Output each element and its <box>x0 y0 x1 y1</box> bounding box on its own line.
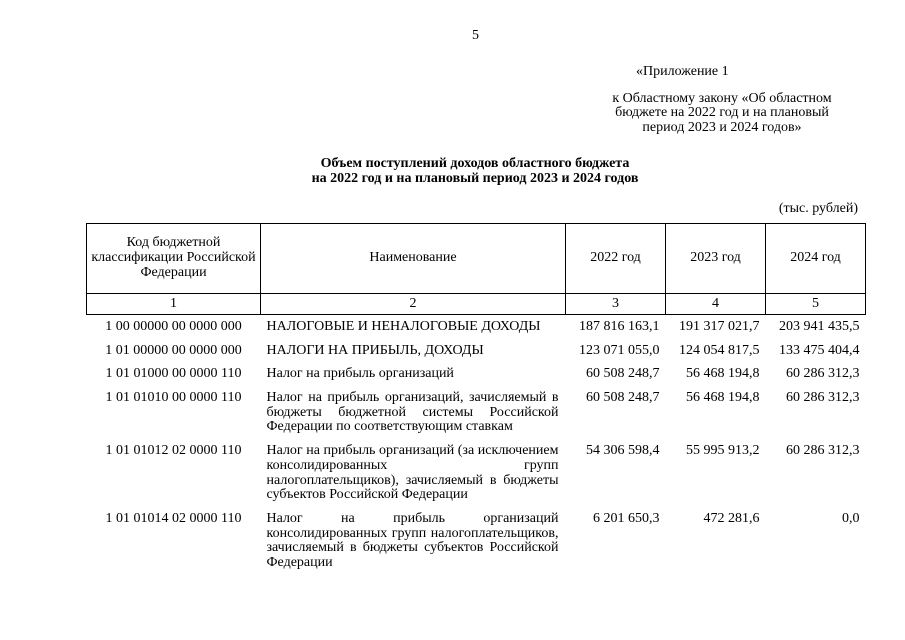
row-name: Налог на прибыль организаций <box>266 366 454 382</box>
header-2022: 2022 год <box>566 224 666 294</box>
title-line-1: Объем поступлений доходов областного бюджета <box>320 156 630 171</box>
row-value-2022: 123 071 055,0 <box>579 342 660 358</box>
col-number: 2 <box>261 294 566 315</box>
table-row <box>87 362 866 386</box>
row-name: НАЛОГОВЫЕ И НЕНАЛОГОВЫЕ ДОХОДЫ <box>266 319 541 334</box>
header-name: Наименование <box>261 224 566 294</box>
row-value-2023: 56 468 194,8 <box>686 390 760 406</box>
header-code: Код бюджетной классификации Российской Федерации <box>87 224 261 294</box>
header-2023: 2023 год <box>666 224 766 294</box>
appendix-line: к Областному закону «Об областном <box>612 90 832 106</box>
row-name: Налог на прибыль организаций (за исключением консолидированных групп налогоплательщиков), зачисляемый в бюджеты субъектов Российской Федерации <box>266 443 559 503</box>
row-name: НАЛОГИ НА ПРИБЫЛЬ, ДОХОДЫ <box>266 342 484 358</box>
appendix-line: период 2023 и 2024 годов» <box>642 120 802 136</box>
row-code: 1 01 01012 02 0000 110 <box>105 443 242 459</box>
row-value-2022: 60 508 248,7 <box>586 390 660 406</box>
col-number: 5 <box>766 294 866 315</box>
row-name: Налог на прибыль организаций, зачисляемый в бюджеты бюджетной системы Российской Федерации по соответствующим ставкам <box>266 390 559 435</box>
appendix-line: бюджете на 2022 год и на плановый <box>615 105 829 121</box>
row-code: 1 00 00000 00 0000 000 <box>105 319 242 334</box>
appendix-reference <box>612 65 832 136</box>
revenue-table <box>86 223 866 575</box>
row-value-2024: 60 286 312,3 <box>786 443 860 459</box>
table-row <box>87 386 866 439</box>
col-number: 4 <box>666 294 766 315</box>
row-value-2022: 60 508 248,7 <box>586 366 660 382</box>
row-value-2024: 133 475 404,4 <box>779 342 860 358</box>
row-value-2022: 187 816 163,1 <box>579 319 660 334</box>
page-number: 5 <box>472 28 479 43</box>
units-label: (тыс. рублей) <box>778 201 858 216</box>
row-value-2024: 60 286 312,3 <box>786 366 860 382</box>
header-2024: 2024 год <box>766 224 866 294</box>
row-code: 1 01 01014 02 0000 110 <box>105 510 242 526</box>
table-row <box>87 507 866 575</box>
row-value-2023: 124 054 817,5 <box>679 342 760 358</box>
col-number: 1 <box>87 294 261 315</box>
row-value-2023: 191 317 021,7 <box>679 319 760 334</box>
table-row <box>87 315 866 339</box>
row-code: 1 01 01000 00 0000 110 <box>105 366 242 382</box>
row-value-2023: 55 995 913,2 <box>686 443 760 459</box>
row-value-2024: 203 941 435,5 <box>779 319 860 334</box>
row-value-2023: 56 468 194,8 <box>686 366 760 382</box>
row-value-2024: 0,0 <box>842 510 860 526</box>
appendix-heading: «Приложение 1 <box>636 64 729 79</box>
row-value-2024: 60 286 312,3 <box>786 390 860 406</box>
row-value-2022: 54 306 598,4 <box>586 443 660 459</box>
row-value-2022: 6 201 650,3 <box>593 510 660 526</box>
row-name: Налог на прибыль организаций консолидированных групп налогоплательщиков, зачисляемый в бюджеты субъектов Российской Федерации <box>266 510 559 570</box>
title-line-2: на 2022 год и на плановый период 2023 и 2024 годов <box>311 170 639 186</box>
table-row <box>87 339 866 363</box>
row-code: 1 01 01010 00 0000 110 <box>105 390 242 406</box>
table-row <box>87 439 866 507</box>
col-number: 3 <box>566 294 666 315</box>
row-value-2023: 472 281,6 <box>703 510 760 526</box>
row-code: 1 01 00000 00 0000 000 <box>105 342 242 358</box>
document-title <box>250 157 700 186</box>
